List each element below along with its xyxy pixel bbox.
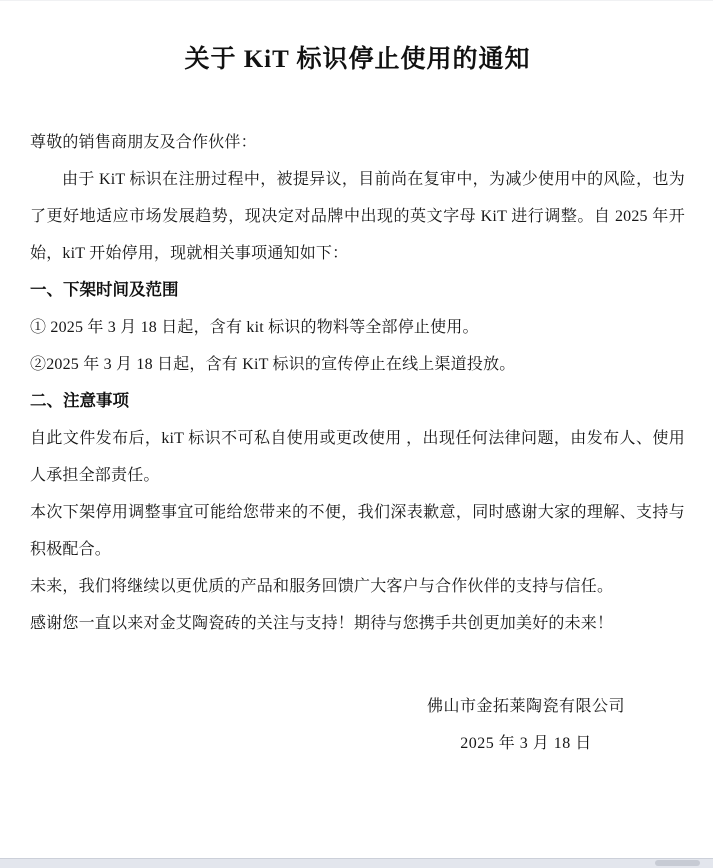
company-name: 佛山市金拓莱陶瓷有限公司 (426, 698, 625, 715)
intro-paragraph: 由于 KiT 标识在注册过程中，被提异议，目前尚在复审中，为减少使用中的风险，也为了更好地适应市场发展趋势，现决定对品牌中出现的英文字母 KiT 进行调整。自 2025 年开始，kiT 开始停用，现就相关事项通知如下： (30, 171, 685, 262)
signature-wrap (427, 688, 625, 762)
section-2-paragraph-2: 本次下架停用调整事宜可能给您带来的不便，我们深表歉意，同时感谢大家的理解、支持与积极配合。 (30, 504, 685, 558)
section-1-item-1: ① 2025 年 3 月 18 日起，含有 kit 标识的物料等全部停止使用。 (30, 319, 479, 336)
notice-document (0, 1, 713, 762)
section-2-paragraph-1: 自此文件发布后，kiT 标识不可私自使用或更改使用 ，出现任何法律问题，由发布人、使用人承担全部责任。 (30, 430, 685, 484)
section-1-item-2: ②2025 年 3 月 18 日起，含有 KiT 标识的宣传停止在线上渠道投放。 (30, 356, 516, 373)
greeting-line: 尊敬的销售商朋友及合作伙伴： (30, 134, 257, 151)
section-2-paragraph-4: 感谢您一直以来对金艾陶瓷砖的关注与支持！期待与您携手共创更加美好的未来！ (30, 615, 614, 632)
signature-block (30, 688, 685, 762)
section-1-heading: 一、下架时间及范围 (30, 281, 179, 299)
horizontal-scrollbar[interactable] (0, 858, 713, 868)
section-2-paragraph-3: 未来，我们将继续以更优质的产品和服务回馈广大客户与合作伙伴的支持与信任。 (30, 578, 614, 595)
scrollbar-thumb[interactable] (655, 860, 700, 866)
section-2-heading: 二、注意事项 (30, 392, 129, 410)
page-title: 关于 KiT 标识停止使用的通知 (184, 46, 531, 73)
notice-date: 2025 年 3 月 18 日 (460, 735, 592, 752)
